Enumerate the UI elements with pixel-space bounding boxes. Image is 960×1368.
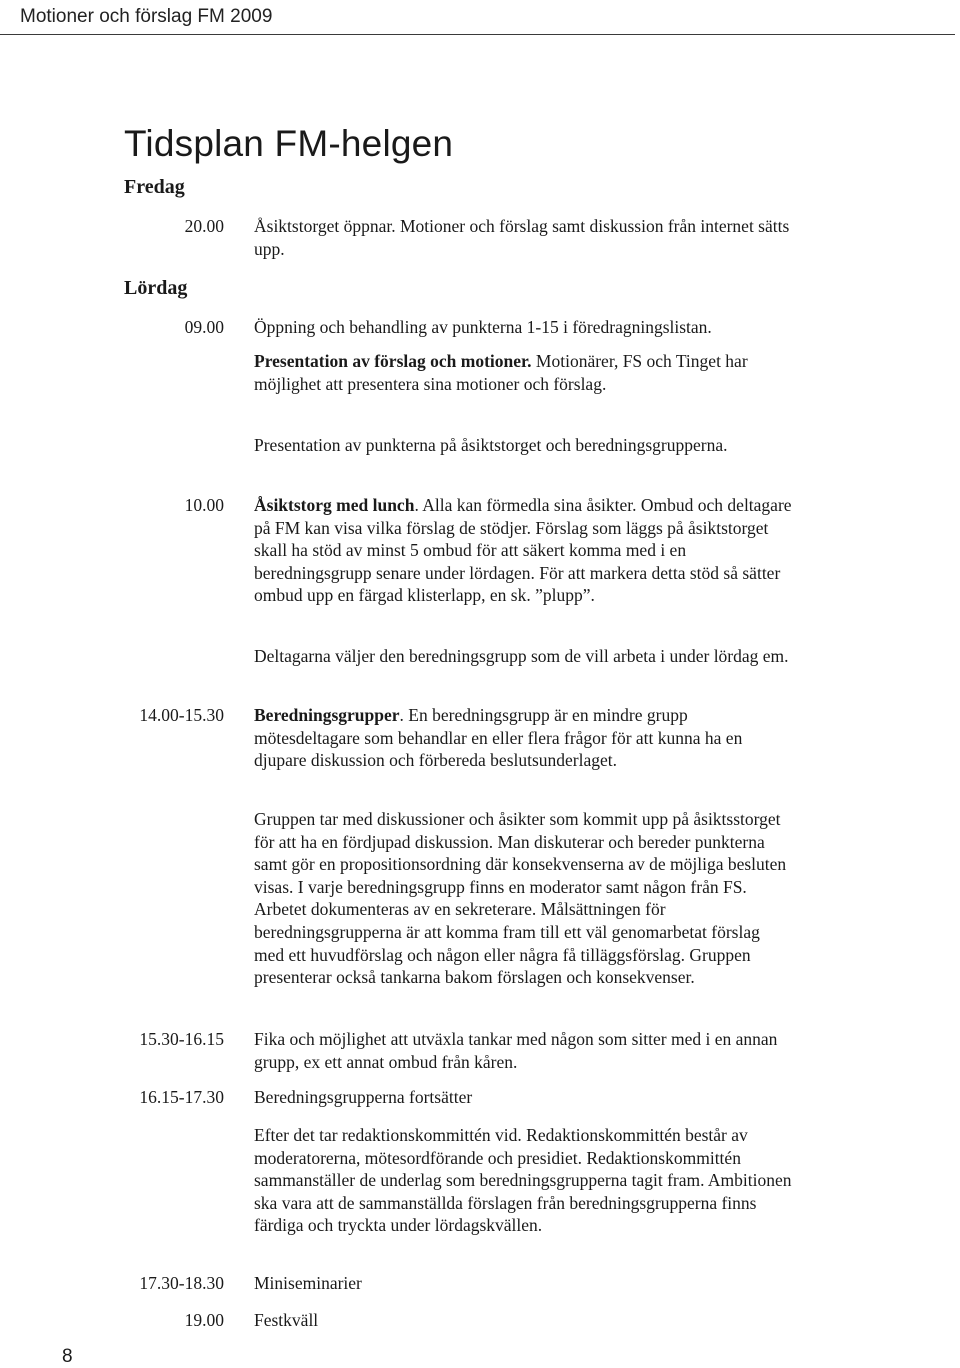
schedule-block: [254, 704, 794, 772]
time-label: 17.30-18.30: [139, 1273, 224, 1293]
time-label: 14.00-15.30: [139, 705, 224, 725]
schedule-text: Motionärer, FS och Tinget har möjlighet att presentera sina motioner och förslag.: [254, 351, 748, 394]
schedule-text: Gruppen tar med diskussioner och åsikter som kommit upp på åsiktsstorget för att ha en fördjupad diskussion. Man diskuterar och bereder punkterna samt gör en propositionsordning där konsekvenserna av de möjliga besluten visas. I varje beredningsgrupp finns en moderator samt någon från FS. Arbetet dokumenteras av en sekreterare. Målsättningen för beredningsgrupperna är att komma fram till ett väl genomarbetat förslag med ett huvudförslag och någon eller några få tilläggsförslag. Gruppen presenterar också tankarna bakom förslagen och konsekvenser.: [254, 809, 787, 988]
schedule-text: Miniseminarier: [254, 1273, 362, 1293]
time-label: 19.00: [184, 1310, 224, 1330]
schedule-text: Deltagarna väljer den beredningsgrupp som de vill arbeta i under lördag em.: [254, 646, 789, 666]
schedule-lead: Presentation av förslag och motioner.: [254, 351, 532, 371]
schedule-text: Fika och möjlighet att utväxla tankar med någon som sitter med i en annan grupp, ex ett annat ombud från kåren.: [254, 1029, 778, 1072]
schedule-text: Beredningsgrupperna fortsätter: [254, 1087, 473, 1107]
schedule-text: . Alla kan förmedla sina åsikter. Ombud och deltagare på FM kan visa vilka förslag de stödjer. Förslag som läggs på åsiktstorget skall ha stöd av minst 5 ombud för att säkert komma med i en beredningsgrupp senare under lördagen. För att markera detta stöd så sätter ombud upp en färgad klisterlapp, en sk. ”plupp”.: [254, 495, 792, 606]
time-label: 09.00: [184, 317, 224, 337]
schedule-block: [254, 350, 794, 395]
time-label: 16.15-17.30: [139, 1087, 224, 1107]
schedule-text: . En beredningsgrupp är en mindre grupp mötesdeltagare som behandlar en eller flera frågor för att kunna ha en djupare diskussion och förbereda beslutsunderlaget.: [254, 705, 743, 771]
schedule-lead: Åsiktstorg med lunch: [254, 495, 415, 515]
time-label: 20.00: [184, 216, 224, 236]
time-label: 10.00: [184, 495, 224, 515]
day-heading-fredag: Fredag: [124, 176, 185, 198]
schedule-text: Festkväll: [254, 1310, 319, 1330]
time-label: 15.30-16.15: [139, 1029, 224, 1049]
schedule-text: Presentation av punkterna på åsiktstorget och beredningsgrupperna.: [254, 435, 728, 455]
running-header-text: Motioner och förslag FM 2009: [20, 6, 273, 27]
schedule-text: Åsiktstorget öppnar. Motioner och förslag samt diskussion från internet sätts upp.: [254, 216, 790, 259]
running-header: [0, 0, 955, 35]
page-number: 8: [62, 1346, 73, 1367]
schedule-text: Efter det tar redaktionskommittén vid. Redaktionskommittén består av moderatorerna, mötesordförande och presidiet. Redaktionskommittén sammanställer de underlag som beredningsgrupperna tagit fram. Ambitionen ska vara att de sammanställda förslagen från beredningsgrupperna finns färdiga och tryckta under lördagskvällen.: [254, 1125, 792, 1236]
page-title: Tidsplan FM-helgen: [124, 122, 454, 164]
schedule-lead: Beredningsgrupper: [254, 705, 400, 725]
schedule-block: [254, 494, 794, 607]
day-heading-lordag: Lördag: [124, 277, 188, 299]
schedule-text: Öppning och behandling av punkterna 1-15 i föredragningslistan.: [254, 317, 712, 337]
